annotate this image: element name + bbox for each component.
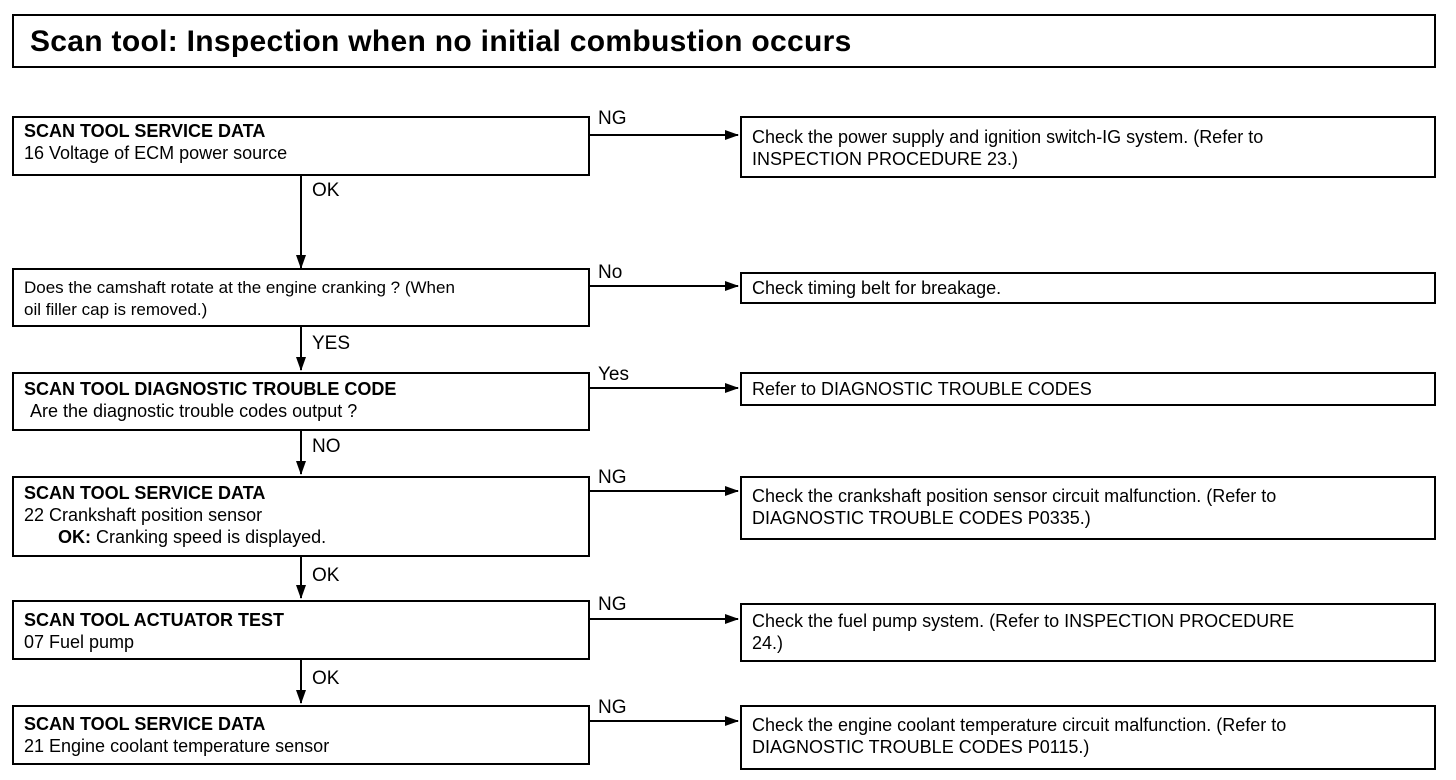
step-4-next-label: OK <box>312 565 340 586</box>
step-5-action-line2: 24.) <box>752 633 784 653</box>
step-2-action-line1: Check timing belt for breakage. <box>752 278 1002 298</box>
step-4-box <box>12 476 590 557</box>
step-1-action-line2: INSPECTION PROCEDURE 23.) <box>752 149 1019 169</box>
step-2-action-box <box>740 272 1436 304</box>
step-6-action-line2: DIAGNOSTIC TROUBLE CODES P0115.) <box>752 737 1090 757</box>
step-5-branch-label: NG <box>598 594 627 615</box>
step-4-head: SCAN TOOL SERVICE DATA <box>24 483 266 503</box>
step-2-line1: Does the camshaft rotate at the engine cranking ? (When <box>24 278 455 297</box>
step-4-action-line1: Check the crankshaft position sensor circuit malfunction. (Refer to <box>752 486 1277 506</box>
step-6-line1: 21 Engine coolant temperature sensor <box>24 736 330 756</box>
step-1-head: SCAN TOOL SERVICE DATA <box>24 121 266 141</box>
step-5-next-label: OK <box>312 668 340 689</box>
step-3-next-label: NO <box>312 436 341 457</box>
step-4-action-box <box>740 476 1436 540</box>
step-4-ok-line <box>24 526 578 548</box>
step-1-next-label: OK <box>312 180 340 201</box>
step-3-action-box <box>740 372 1436 406</box>
step-6-box <box>12 705 590 765</box>
step-1-action-box <box>740 116 1436 178</box>
step-2-box <box>12 268 590 327</box>
step-3-box <box>12 372 590 431</box>
step-2-branch-label: No <box>598 262 623 283</box>
step-6-action-box <box>740 705 1436 770</box>
step-4-ok-prefix: OK: <box>58 527 91 547</box>
step-6-branch-label: NG <box>598 697 627 718</box>
step-2-line2: oil filler cap is removed.) <box>24 300 208 319</box>
step-3-head: SCAN TOOL DIAGNOSTIC TROUBLE CODE <box>24 379 397 399</box>
step-6-action-line1: Check the engine coolant temperature circuit malfunction. (Refer to <box>752 715 1287 735</box>
page-title: Scan tool: Inspection when no initial combustion occurs <box>30 25 852 58</box>
step-4-ok-text: Cranking speed is displayed. <box>91 527 327 547</box>
step-5-line1: 07 Fuel pump <box>24 632 135 652</box>
step-1-branch-label: NG <box>598 108 627 129</box>
step-2-next-label: YES <box>312 333 351 354</box>
step-3-action-line1: Refer to DIAGNOSTIC TROUBLE CODES <box>752 379 1092 399</box>
step-4-branch-label: NG <box>598 467 627 488</box>
step-5-action-box <box>740 603 1436 662</box>
step-4-action-line2: DIAGNOSTIC TROUBLE CODES P0335.) <box>752 508 1091 528</box>
step-1-action-line1: Check the power supply and ignition switch-IG system. (Refer to <box>752 127 1264 147</box>
step-5-box <box>12 600 590 660</box>
step-1-box <box>12 116 590 176</box>
step-5-head: SCAN TOOL ACTUATOR TEST <box>24 610 285 630</box>
step-3-branch-label: Yes <box>598 364 629 385</box>
step-4-line1: 22 Crankshaft position sensor <box>24 505 263 525</box>
step-1-line1: 16 Voltage of ECM power source <box>24 143 288 163</box>
step-5-action-line1: Check the fuel pump system. (Refer to INSPECTION PROCEDURE <box>752 611 1295 631</box>
step-6-head: SCAN TOOL SERVICE DATA <box>24 714 266 734</box>
step-3-line1: Are the diagnostic trouble codes output ? <box>30 401 358 421</box>
